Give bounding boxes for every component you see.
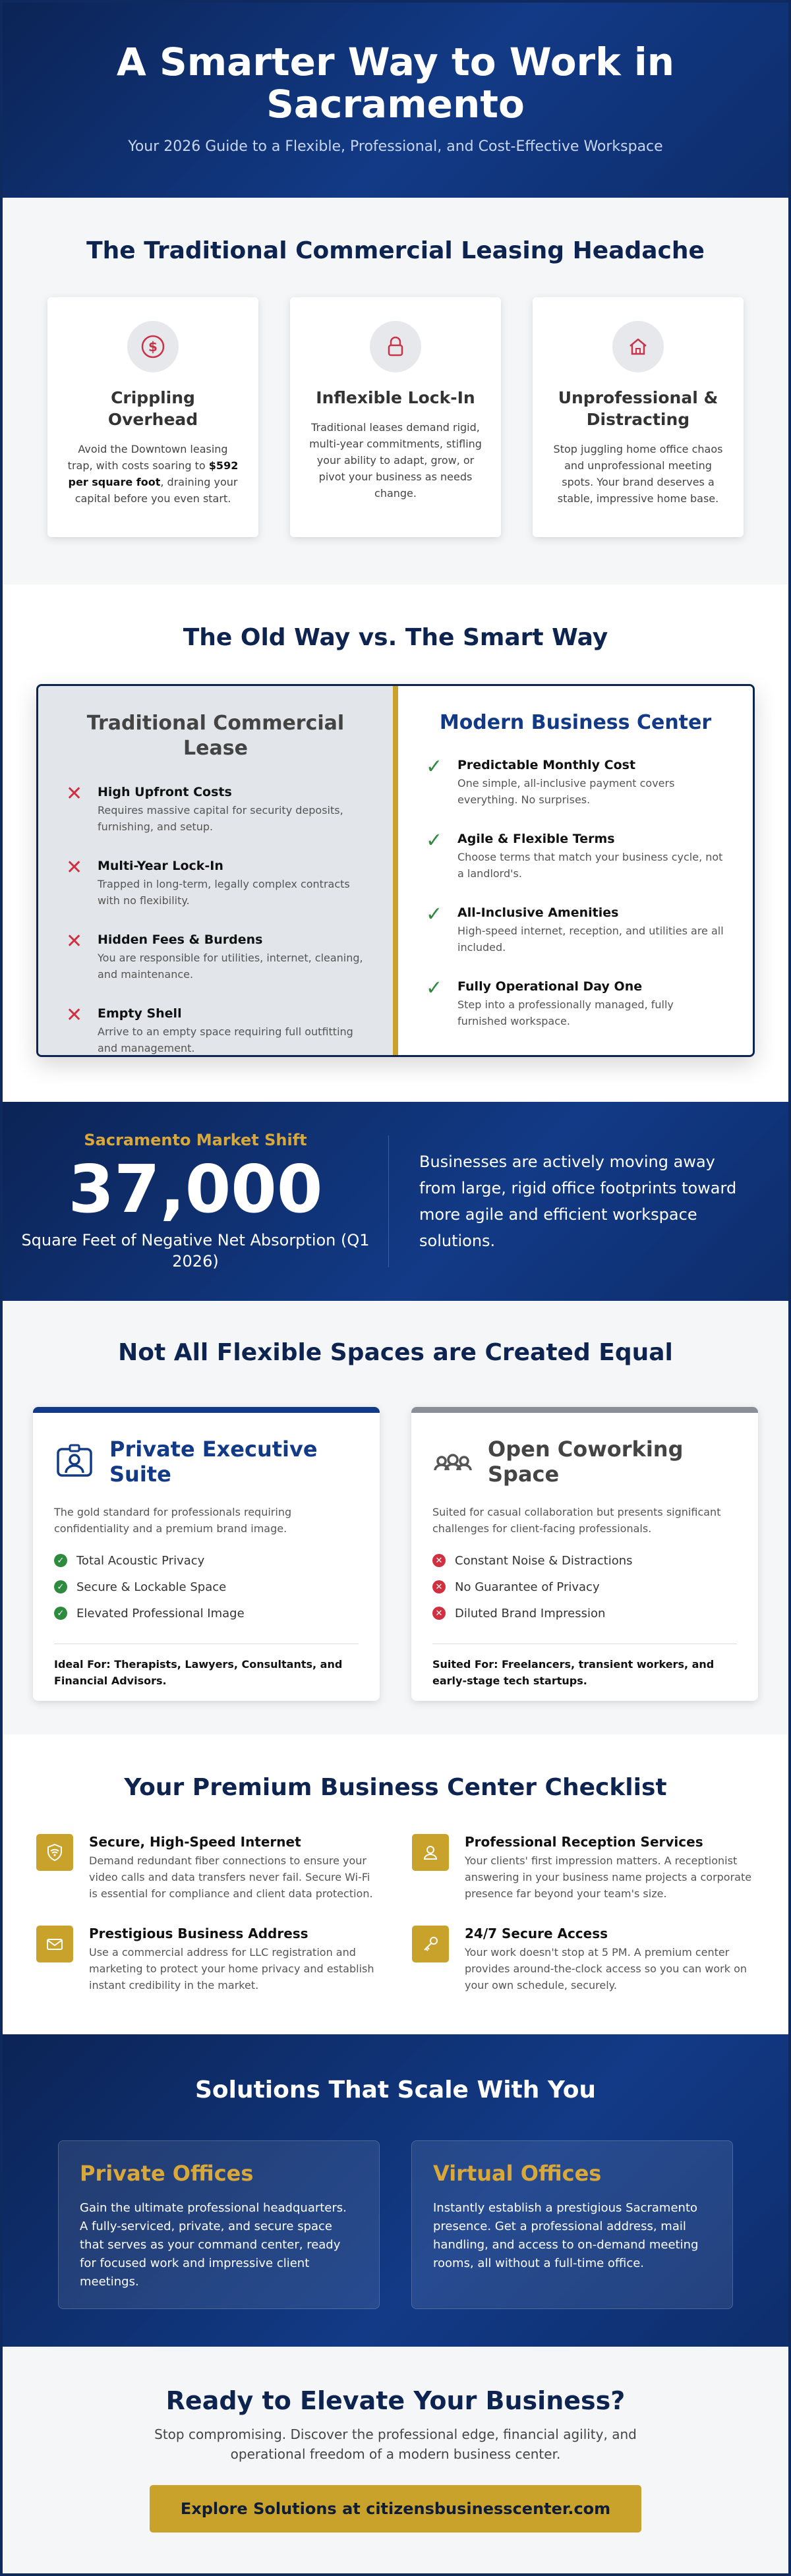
card-text: Stop juggling home office chaos and unprofessional meeting spots. Your brand deserves a stable, impressive home base. (553, 443, 723, 505)
section-title: The Old Way vs. The Smart Way (183, 624, 608, 651)
item-title: Professional Reception Services (465, 1834, 703, 1850)
feature-item: ✓ Elevated Professional Image (54, 1600, 359, 1626)
card-description: The gold standard for professionals requiring confidentiality and a premium brand image. (54, 1506, 292, 1535)
market-label: Sacramento Market Shift (84, 1131, 307, 1149)
hero-title: A Smarter Way to Work in Sacramento (116, 40, 675, 127)
x-icon: ✕ (66, 1004, 83, 1027)
feature-item: ✓ Total Acoustic Privacy (54, 1547, 359, 1574)
card-title: Virtual Offices (433, 2161, 602, 2186)
check-icon: ✓ (426, 977, 443, 1000)
list-item (66, 856, 365, 909)
x-icon: ✕ (432, 1607, 446, 1620)
list-item (66, 782, 365, 835)
modern-center-column (398, 686, 753, 1055)
item-text: Demand redundant fiber connections to ensure your video calls and data transfers never fail. Secure Wi-Fi is essential for compliance and client data protection. (89, 1854, 373, 1900)
item-text: Arrive to an empty space requiring full outfitting and management. (98, 1025, 353, 1054)
ideal-for: Ideal For: Therapists, Lawyers, Consultants, and Financial Advisors. (54, 1644, 359, 1689)
checklist-item (412, 1926, 755, 1993)
feature-item: ✕ No Guarantee of Privacy (432, 1574, 737, 1600)
item-text: You are responsible for utilities, internet, cleaning, and maintenance. (98, 952, 363, 981)
lock-in-card (290, 297, 501, 537)
item-title: Multi-Year Lock-In (98, 859, 223, 873)
card-title: Unprofessional & Distracting (558, 388, 718, 429)
private-offices-card (58, 2140, 380, 2309)
svg-text:$: $ (148, 339, 158, 355)
x-icon: ✕ (66, 930, 83, 953)
check-icon: ✓ (426, 903, 443, 926)
cta-text: Stop compromising. Discover the professional edge, financial agility, and operational freedom of a modern business center. (154, 2426, 637, 2462)
key-icon (412, 1926, 449, 1962)
feature-item: ✓ Secure & Lockable Space (54, 1574, 359, 1600)
item-title: Hidden Fees & Burdens (98, 932, 263, 947)
item-title: Agile & Flexible Terms (457, 832, 615, 846)
card-title: Private Offices (80, 2161, 254, 2186)
item-text: Your work doesn't stop at 5 PM. A premium center provides around-the-clock access so you can work on your own schedule, securely. (465, 1946, 747, 1991)
item-text: One simple, all-inclusive payment covers everything. No surprises. (457, 777, 675, 806)
cta-section (3, 2347, 788, 2576)
card-description: Suited for casual collaboration but presents significant challenges for client-facing professionals. (432, 1506, 721, 1535)
section-title: Not All Flexible Spaces are Created Equal (118, 1339, 673, 1366)
item-text: High-speed internet, reception, and utilities are all included. (457, 925, 724, 954)
item-title: Fully Operational Day One (457, 979, 643, 994)
card-text: Instantly establish a prestigious Sacramento presence. Get a professional address, mail handling, and access to on-demand meeting rooms, all without a full-time office. (433, 2201, 699, 2270)
section-title: Solutions That Scale With You (194, 2076, 597, 2104)
distracting-card (533, 297, 744, 537)
envelope-icon (36, 1926, 73, 1962)
item-title: Empty Shell (98, 1006, 182, 1021)
comparison-panel (36, 684, 755, 1057)
item-title: Secure, High-Speed Internet (89, 1834, 301, 1850)
flexible-spaces-section (3, 1301, 788, 1734)
id-badge-icon (54, 1441, 95, 1482)
card-text: Gain the ultimate professional headquarters. A fully-serviced, private, and secure space that serves as your command center, ready for focused work and impressive client meetings. (80, 2201, 347, 2289)
market-shift-section (3, 1102, 788, 1301)
list-item (66, 1006, 365, 1056)
x-icon: ✕ (432, 1554, 446, 1567)
feature-item: ✕ Constant Noise & Distractions (432, 1547, 737, 1574)
item-title: 24/7 Secure Access (465, 1926, 608, 1941)
check-icon: ✓ (54, 1580, 67, 1593)
x-icon: ✕ (66, 856, 83, 879)
private-suite-card (33, 1407, 380, 1701)
column-title: Traditional Commercial Lease (86, 712, 345, 760)
list-item (426, 979, 725, 1029)
checklist-item (412, 1834, 755, 1902)
coworking-card (411, 1407, 758, 1701)
item-text: Requires massive capital for security deposits, furnishing, and setup. (98, 804, 343, 833)
list-item (66, 932, 365, 983)
check-icon: ✓ (426, 829, 443, 852)
card-text: Traditional leases demand rigid, multi-year commitments, stifling your ability to adapt, grow, or pivot your business as needs change. (309, 421, 482, 500)
explore-solutions-button[interactable]: Explore Solutions at citizensbusinesscenter.com (150, 2485, 641, 2533)
item-title: All-Inclusive Amenities (457, 905, 619, 920)
x-icon: ✕ (66, 782, 83, 805)
check-icon: ✓ (54, 1607, 67, 1620)
list-item (426, 755, 725, 808)
wifi-shield-icon (36, 1834, 73, 1871)
card-title: Private Executive Suite (109, 1437, 318, 1487)
hero-section (3, 3, 788, 198)
check-icon: ✓ (426, 755, 443, 778)
list-item (426, 905, 725, 956)
solutions-section (3, 2034, 788, 2347)
lock-icon (370, 321, 421, 372)
leasing-headache-section (3, 198, 788, 585)
section-title: Your Premium Business Center Checklist (124, 1774, 667, 1801)
item-title: High Upfront Costs (98, 785, 232, 799)
feature-item: ✕ Diluted Brand Impression (432, 1600, 737, 1626)
item-title: Predictable Monthly Cost (457, 758, 636, 772)
receptionist-icon (412, 1834, 449, 1871)
check-icon: ✓ (54, 1554, 67, 1567)
checklist-item (36, 1834, 379, 1902)
item-text: Step into a professionally managed, fully furnished workspace. (457, 998, 674, 1027)
x-icon: ✕ (432, 1580, 446, 1593)
dollar-icon (127, 321, 179, 372)
stat-value: 37,000 (68, 1151, 323, 1228)
checklist-section (3, 1734, 788, 2034)
traditional-lease-column (38, 686, 398, 1055)
section-title: The Traditional Commercial Leasing Headache (86, 237, 705, 264)
item-text: Your clients' first impression matters. A receptionist answering in your business name projects a corporate presence far beyond your team's size. (465, 1854, 752, 1900)
stat-caption: Square Feet of Negative Net Absorption (Q1 2026) (21, 1231, 370, 1271)
item-text: Trapped in long-term, legally complex contracts with no flexibility. (98, 878, 350, 907)
column-title: Modern Business Center (439, 711, 712, 734)
home-icon (612, 321, 664, 372)
hero-subtitle: Your 2026 Guide to a Flexible, Professional, and Cost-Effective Workspace (128, 138, 663, 155)
item-text: Choose terms that match your business cycle, not a landlord's. (457, 851, 723, 880)
virtual-offices-card (411, 2140, 733, 2309)
card-title: Crippling Overhead (107, 388, 198, 429)
cta-title: Ready to Elevate Your Business? (165, 2386, 626, 2415)
card-text: Avoid the Downtown leasing trap, with costs soaring to $592 per square foot, draining your capital before you even start. (67, 443, 239, 505)
list-item (426, 829, 725, 882)
item-title: Prestigious Business Address (89, 1926, 308, 1941)
card-title: Inflexible Lock-In (316, 388, 475, 407)
checklist-item (36, 1926, 379, 1993)
overhead-card (47, 297, 258, 537)
card-title: Open Coworking Space (488, 1437, 684, 1487)
suited-for: Suited For: Freelancers, transient workers, and early-stage tech startups. (432, 1644, 737, 1689)
people-icon (432, 1441, 473, 1482)
comparison-section (3, 585, 788, 1102)
item-text: Use a commercial address for LLC registration and marketing to protect your home privacy and establish instant credibility in the market. (89, 1946, 374, 1991)
market-text: Businesses are actively moving away from large, rigid office footprints toward more agile and efficient workspace solutions. (419, 1153, 737, 1250)
